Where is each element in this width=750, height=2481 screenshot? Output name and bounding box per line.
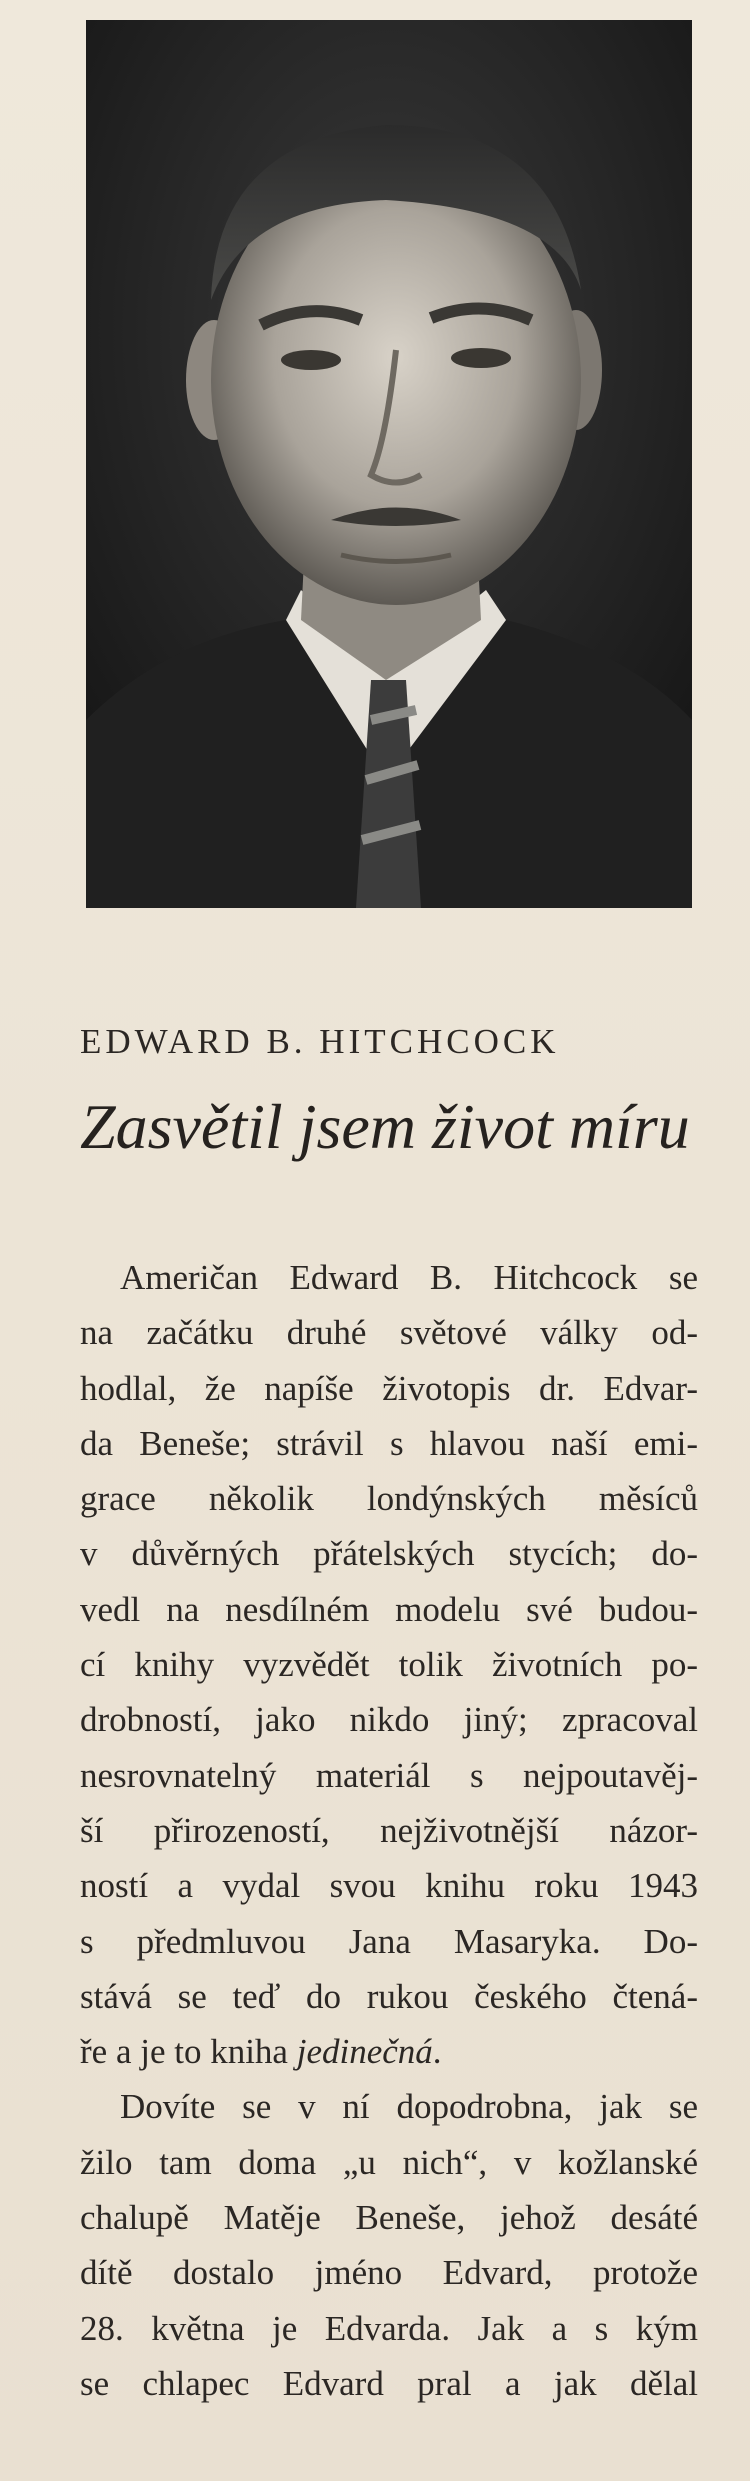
- text-line: drobností, jako nikdo jiný; zpracoval: [80, 1700, 698, 1740]
- text-line: Američan Edward B. Hitchcock se: [120, 1258, 698, 1297]
- text-line: ností a vydal svou knihu roku 1943: [80, 1866, 698, 1906]
- text-line-suffix: .: [432, 2032, 442, 2072]
- text-line-prefix: ře a je to kniha: [80, 2032, 297, 2072]
- text-line: cí knihy vyzvědět tolik životních po-: [80, 1645, 698, 1685]
- emphasis-word: jedinečná: [296, 2032, 433, 2072]
- author-portrait-photo: [86, 20, 692, 908]
- author-name: EDWARD B. HITCHCOCK: [80, 1022, 560, 1061]
- text-line: stává se teď do rukou českého čtená-: [80, 1976, 698, 2016]
- text-line: da Beneše; strávil s hlavou naší emi-: [80, 1423, 698, 1463]
- text-line: se chlapec Edvard pral a jak dělal: [80, 2363, 698, 2403]
- text-line: nesrovnatelný materiál s nejpoutavěj-: [80, 1755, 698, 1795]
- text-line: dítě dostalo jméno Edvard, protože: [80, 2253, 698, 2293]
- text-line: hodlal, že napíše životopis dr. Edvar-: [80, 1368, 698, 1408]
- text-line: vedl na nesdílném modelu své budou-: [80, 1589, 698, 1629]
- text-line: žilo tam doma „u nich“, v kožlanské: [80, 2142, 698, 2182]
- book-title: Zasvětil jsem život míru: [80, 1091, 690, 1162]
- text-line-last: [80, 2024, 698, 2079]
- text-line: v důvěrných přátelských stycích; do-: [80, 1534, 698, 1574]
- text-line: chalupě Matěje Beneše, jehož desáté: [80, 2198, 698, 2238]
- text-line: s předmluvou Jana Masaryka. Do-: [80, 1921, 698, 1961]
- text-line: grace několik londýnských měsíců: [80, 1479, 698, 1519]
- text-line: Dovíte se v ní dopodrobna, jak se: [120, 2087, 698, 2127]
- text-line: 28. května je Edvarda. Jak a s kým: [80, 2308, 698, 2348]
- text-line: na začátku druhé světové války od-: [80, 1313, 698, 1353]
- blurb-text: [80, 1250, 698, 2411]
- text-line: ší přirozeností, nejživotnější názor-: [80, 1810, 698, 1850]
